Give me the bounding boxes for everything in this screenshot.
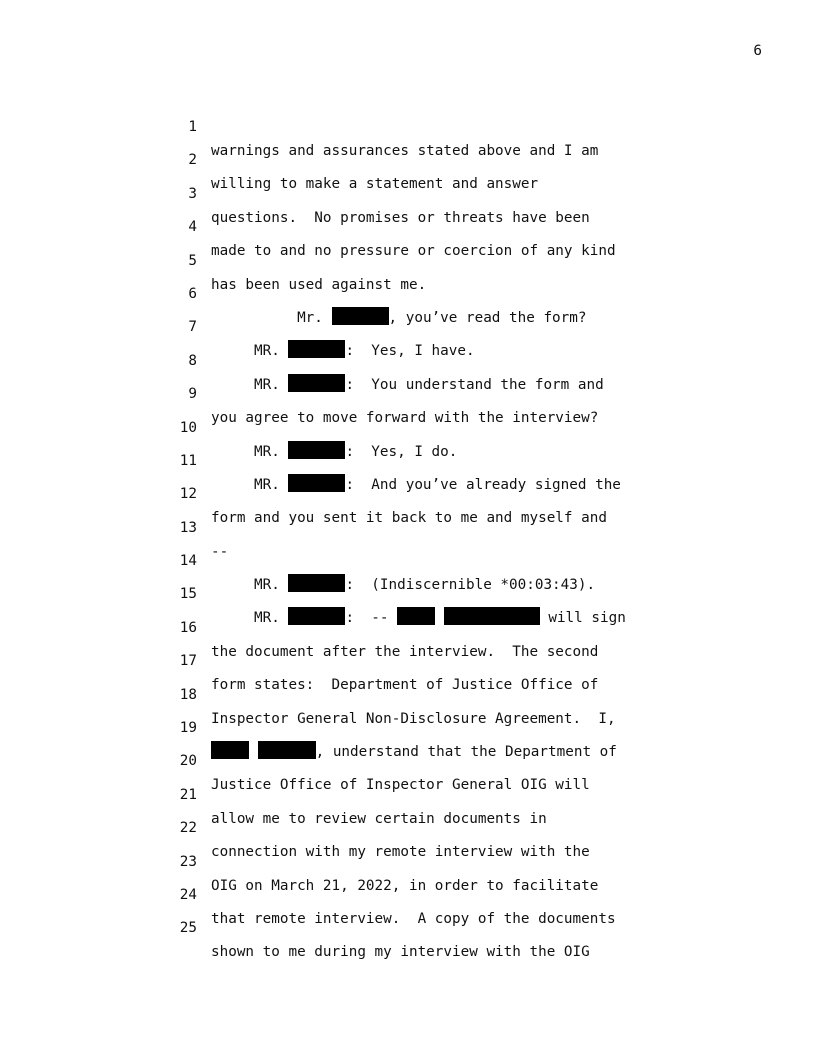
line-text-rest: : You understand the form and [345,376,604,393]
transcript-line [0,826,816,894]
transcript-line [0,458,816,527]
speaker-prefix: MR. [211,376,289,393]
transcript-line [0,225,816,293]
speaker-prefix: MR. [211,610,289,627]
line-text: Inspector General Non-Disclosure Agreement. I, [211,710,616,727]
line-text: you agree to move forward with the interview? [211,410,599,427]
transcript-line [0,492,816,560]
line-number: 22 [179,820,197,837]
line-text: form and you sent it back to me and myself and [211,510,607,527]
transcript-line [0,592,816,660]
speaker-prefix: Mr. [211,309,332,326]
transcript-line [0,325,816,393]
transcript-line [0,792,816,861]
line-text: warnings and assurances stated above and I am [211,143,599,159]
speaker-prefix: MR. [211,476,289,493]
line-number: 14 [179,553,197,570]
transcript-line [0,892,816,961]
line-number: 8 [188,352,197,369]
line-number: 10 [179,419,197,436]
line-text: questions. No promises or threats have been [211,209,590,226]
line-text: allow me to review certain documents in [211,810,547,827]
transcript-line [0,725,816,794]
line-number: 5 [188,252,197,269]
line-number: 25 [179,920,197,937]
line-text-rest: : -- [345,610,398,627]
speaker-prefix: MR. [211,343,289,360]
line-number: 17 [179,653,197,670]
line-text: willing to make a statement and answer [211,176,539,193]
line-text-rest: : Yes, I have. [345,343,475,360]
line-number: 21 [179,786,197,803]
line-number: 1 [188,119,197,135]
transcript-line [0,625,816,694]
line-number: 24 [179,886,197,903]
line-text: shown to me during my interview with the OIG [211,944,590,961]
line-text: Justice Office of Inspector General OIG will [211,777,590,794]
transcript-body [0,91,816,961]
transcript-line [0,191,816,260]
line-text: OIG on March 21, 2022, in order to facilitate [211,877,599,894]
transcript-line [0,859,816,927]
line-number: 18 [179,686,197,703]
line-text-tail: will sign [539,610,626,627]
line-number: 7 [188,319,197,336]
transcript-line [0,759,816,827]
line-number: 16 [179,619,197,636]
line-text-rest: : Yes, I do. [345,443,458,460]
transcript-line [0,258,816,326]
line-number: 6 [188,285,197,302]
transcript-line [0,659,816,727]
line-number: 13 [179,519,197,536]
transcript-line [0,392,816,460]
transcript-line [0,158,816,226]
line-text: has been used against me. [211,276,427,293]
line-text-rest: , understand that the Department of [315,744,617,761]
transcript-line [0,124,816,193]
transcript-line [0,291,816,360]
line-text: connection with my remote interview with the [211,844,590,861]
transcript-line [0,558,816,627]
line-text: the document after the interview. The second [211,643,599,660]
line-number: 2 [188,152,197,169]
speaker-prefix: MR. [211,577,289,594]
line-number: 4 [188,219,197,236]
line-number: 3 [188,185,197,202]
line-text-rest: : (Indiscernible *00:03:43). [345,577,596,594]
page-number: 6 [753,43,762,59]
transcript-line [0,425,816,493]
line-text: that remote interview. A copy of the documents [211,910,616,927]
transcript-line [0,91,816,159]
line-number: 12 [179,486,197,503]
transcript-line [0,692,816,761]
line-number: 11 [179,452,197,469]
line-text-rest: , you’ve read the form? [388,309,587,326]
line-number: 20 [179,753,197,770]
line-text: -- [211,543,229,560]
transcript-line [0,358,816,427]
line-number: 23 [179,853,197,870]
speaker-prefix: MR. [211,443,289,460]
line-text-rest: : And you’ve already signed the [345,476,621,493]
line-text: form states: Department of Justice Office of [211,677,599,694]
transcript-line [0,525,816,594]
line-text: made to and no pressure or coercion of any kind [211,243,616,260]
line-number: 9 [188,386,197,403]
line-number: 19 [179,720,197,737]
line-number: 15 [179,586,197,603]
